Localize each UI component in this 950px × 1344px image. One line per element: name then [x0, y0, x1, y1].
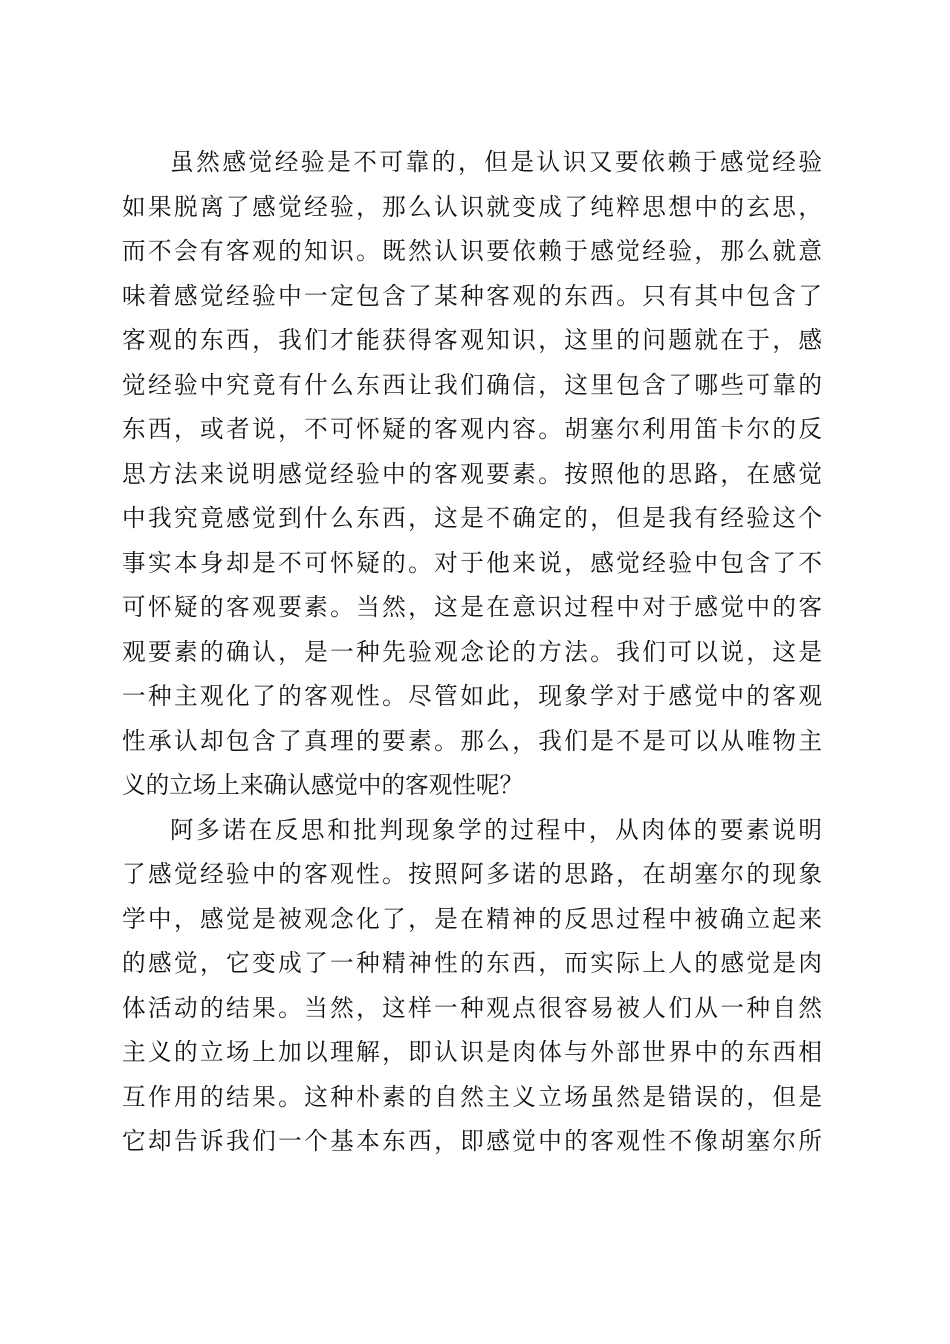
- text-line: 义的立场上来确认感觉中的客观性呢？: [122, 771, 524, 799]
- text-line: 体活动的结果。当然，这样一种观点很容易被人们从一种自然: [122, 993, 822, 1022]
- text-line: 学中，感觉是被观念化了，是在精神的反思过程中被确立起来: [122, 904, 822, 933]
- text-line: 性承认却包含了真理的要素。那么，我们是不是可以从唯物主: [122, 726, 822, 755]
- text-line: 思方法来说明感觉经验中的客观要素。按照他的思路，在感觉: [122, 459, 822, 488]
- document-page: [122, 140, 822, 1164]
- text-line: 事实本身却是不可怀疑的。对于他来说，感觉经验中包含了不: [122, 548, 822, 577]
- text-line: 它却告诉我们一个基本东西，即感觉中的客观性不像胡塞尔所: [122, 1127, 822, 1155]
- text-line: 阿多诺在反思和批判现象学的过程中，从肉体的要素说明: [170, 815, 822, 844]
- text-line: 互作用的结果。这种朴素的自然主义立场虽然是错误的，但是: [122, 1082, 822, 1111]
- text-line: 一种主观化了的客观性。尽管如此，现象学对于感觉中的客观: [122, 682, 822, 710]
- text-line: 了感觉经验中的客观性。按照阿多诺的思路，在胡塞尔的现象: [122, 860, 822, 888]
- text-line: 觉经验中究竟有什么东西让我们确信，这里包含了哪些可靠的: [122, 370, 822, 399]
- text-line: 观要素的确认，是一种先验观念论的方法。我们可以说，这是: [122, 637, 822, 666]
- text-line: 味着感觉经验中一定包含了某种客观的东西。只有其中包含了: [122, 281, 822, 310]
- text-line: 的感觉，它变成了一种精神性的东西，而实际上人的感觉是肉: [122, 949, 822, 977]
- text-line: 东西，或者说，不可怀疑的客观内容。胡塞尔利用笛卡尔的反: [122, 415, 822, 443]
- text-line: 中我究竟感觉到什么东西，这是不确定的，但是我有经验这个: [122, 504, 822, 532]
- paragraph-1: [122, 140, 822, 808]
- text-line: 而不会有客观的知识。既然认识要依赖于感觉经验，那么就意: [122, 237, 822, 265]
- text-line: 客观的东西，我们才能获得客观知识，这里的问题就在于，感: [122, 326, 822, 354]
- paragraph-2: [122, 808, 822, 1164]
- text-line: 如果脱离了感觉经验，那么认识就变成了纯粹思想中的玄思，: [122, 192, 822, 221]
- text-line: 主义的立场上加以理解，即认识是肉体与外部世界中的东西相: [122, 1038, 822, 1066]
- text-line: 虽然感觉经验是不可靠的，但是认识又要依赖于感觉经验: [170, 148, 822, 176]
- text-line: 可怀疑的客观要素。当然，这是在意识过程中对于感觉中的客: [122, 593, 822, 621]
